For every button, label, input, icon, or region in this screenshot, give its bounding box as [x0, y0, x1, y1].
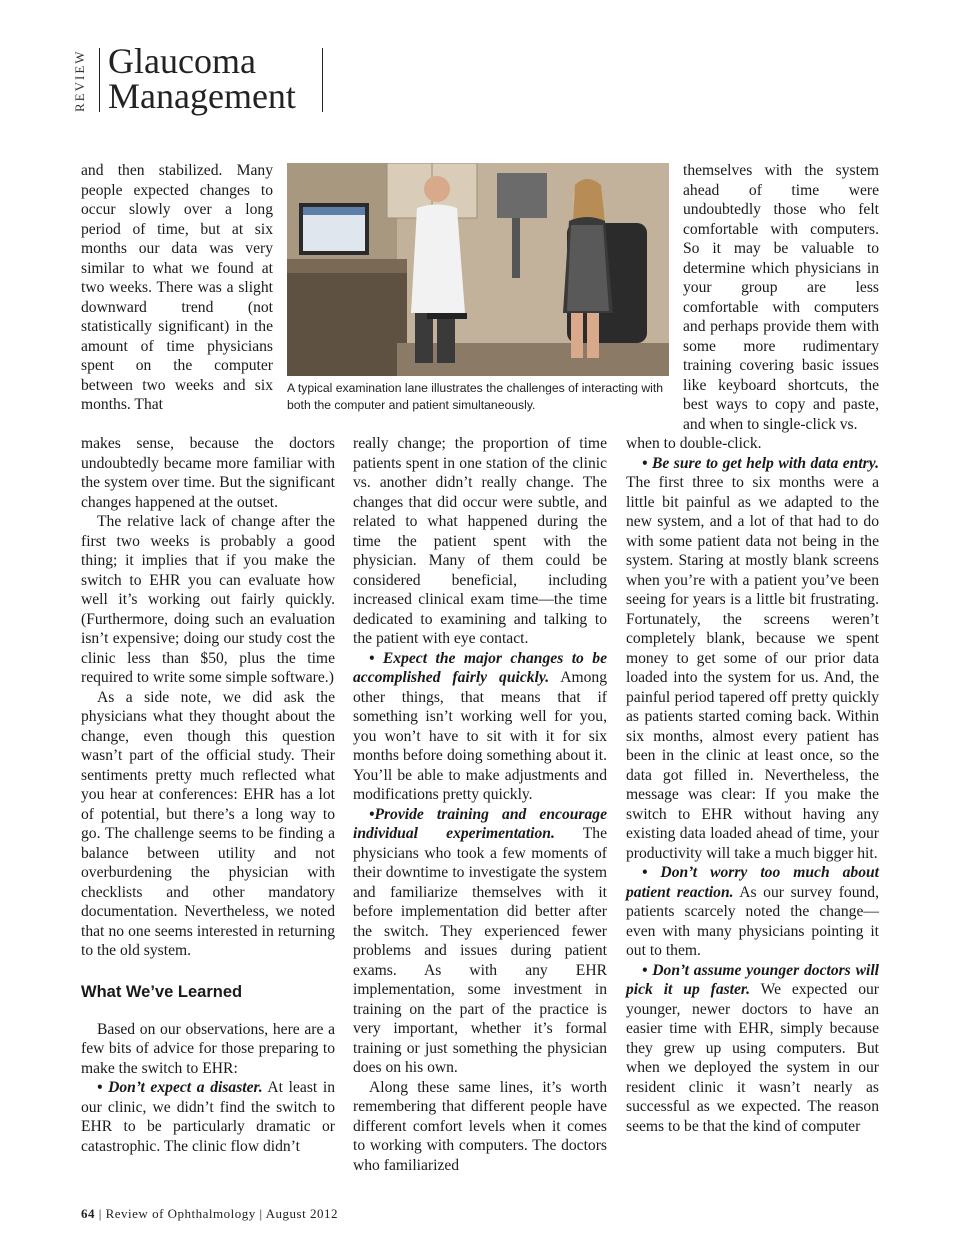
page-title	[108, 41, 296, 116]
column-3-upper	[683, 161, 879, 434]
advice-paragraph	[626, 454, 879, 864]
advice-text: The first three to six months were a little bit painful as we adapted to the new system, and a lot of that had to do with some patient data not being in the system. Staring at mostly blank screens when you’re with a patient you’ve been seeing for years is a little bit frustrating. Fortunately, the screens weren’t completely blank, because we spent money to get some of our prior data loaded into the system for us. And, the painful period tapered off pretty quickly as patients started coming back. Within six months, almost every patient has been in the clinic at least once, so the data got filled in. Nevertheless, the message was clear: If you make the switch to EHR without having any existing data loaded ahead of time, your productivity will take a much bigger hit.	[626, 474, 879, 862]
body-paragraph: Along these same lines, it’s worth remembering that different people have different comfort levels when it comes to working with computers. The doctors who familiarized	[353, 1078, 607, 1174]
advice-text: We expected our younger, newer doctors to have an easier time with EHR, simply because they grew up using computers. But when we deployed the system in our resident clinic it wasn’t nearly as successful as we expected. The reason seems to be that the kind of computer	[626, 981, 879, 1135]
section-label: REVIEW	[72, 49, 87, 112]
advice-paragraph	[353, 649, 607, 805]
column-1-lower	[81, 434, 335, 1156]
exam-lane-illustration	[287, 163, 669, 376]
body-paragraph: themselves with the system ahead of time were undoubtedly those who felt comfortable with computers. So it may be valuable to determine which physicians in your group are less comfortable with computers and perhaps provide them with some more rudimentary training covering basic issues like keyboard shortcuts, the best ways to copy and paste, and when to single-click vs.	[683, 162, 879, 433]
body-paragraph: makes sense, because the doctors undoubtedly became more familiar with the system over time. But the significant changes happened at the outset.	[81, 435, 335, 511]
column-2	[353, 434, 607, 1175]
advice-paragraph	[626, 961, 879, 1137]
publication-info: | Review of Ophthalmology | August 2012	[95, 1206, 338, 1221]
exam-lane-photo	[287, 163, 669, 376]
section-heading: What We’ve Learned	[81, 982, 243, 1001]
page-footer	[81, 1206, 338, 1222]
advice-text: As our survey found, patients scarcely noted the change—even with many physicians pointing it out to them.	[626, 883, 880, 959]
advice-text: Among other things, that means that if something isn’t working well for you, you won’t have to sit with it for six months before doing something about it. You’ll be able to make adjustments and modifications pretty quickly.	[353, 669, 607, 803]
advice-text: The physicians who took a few moments of their downtime to investigate the system and familiarize themselves with it before implementation did better after the switch. They experienced fewer problems and issues during patient exams. As with any EHR implementation, some investment in training on the part of the practice is very important, whether it’s formal training or just something the physician does on his own.	[353, 825, 607, 1076]
photo-caption: A typical examination lane illustrates the challenges of interacting with both the computer and patient simultaneously.	[287, 381, 663, 412]
advice-lead: • Don’t assume younger doctors will pick it up faster.	[626, 961, 879, 998]
advice-lead: • Be sure to get help with data entry.	[642, 454, 879, 472]
body-paragraph: The relative lack of change after the first two weeks is probably a good thing; it implies that if you make the switch to EHR you can evaluate how well it’s working out fairly quickly. (Furthermore, doing such an evaluation isn’t expensive; doing our study cost the clinic less than $50, plus the time required to write some simple software.)	[81, 513, 335, 686]
body-paragraph: when to double-click.	[626, 435, 762, 452]
advice-paragraph	[353, 805, 607, 1078]
column-3-lower	[626, 434, 879, 1136]
page-title-line-1: Glaucoma	[108, 41, 256, 81]
advice-text: At least in our clinic, we didn’t find the switch to EHR to be particularly dramatic or catastrophic. The clinic flow didn’t	[81, 1079, 335, 1155]
page-number: 64	[81, 1206, 95, 1221]
body-paragraph: really change; the proportion of time patients spent in one station of the clinic vs. another didn’t really change. The changes that did occur were subtle, and related to what happened during the time the patient spent with the physician. Many of them could be considered beneficial, including increased clinical exam time—the time dedicated to examining and talking to the patient with eye contact.	[353, 435, 607, 647]
advice-lead: •Provide training and encourage individual experimentation.	[353, 805, 607, 842]
header-rule-left	[99, 48, 100, 112]
body-paragraph: As a side note, we did ask the physicians what they thought about the change, even though this question wasn’t part of the official study. Their sentiments pretty much reflected what you hear at conferences: EHR has a lot of potential, but there’s a long way to go. The challenge seems to be finding a balance between utility and not overburdening the physician with checklists and other mandatory documentation. Nevertheless, we noted that no one seems interested in returning to the old system.	[81, 688, 335, 959]
header-rule-right	[322, 48, 323, 112]
advice-lead: • Don’t worry too much about patient reaction.	[626, 864, 879, 901]
body-paragraph: Based on our observations, here are a few bits of advice for those preparing to make the switch to EHR:	[81, 1020, 335, 1077]
advice-paragraph	[81, 1078, 335, 1156]
column-1-upper	[81, 161, 273, 415]
body-paragraph: and then stabilized. Many people expected changes to occur slowly over a long period of time, but at six months our data was very similar to what we found at two weeks. There was a slight downward trend (not statistically significant) in the amount of time physicians spent on the computer between two weeks and six months. That	[81, 162, 273, 413]
advice-paragraph	[626, 863, 879, 961]
advice-lead: • Don’t expect a disaster.	[97, 1079, 263, 1096]
page-title-line-2: Management	[108, 76, 296, 116]
advice-lead: • Expect the major changes to be accomplished fairly quickly.	[353, 649, 607, 686]
